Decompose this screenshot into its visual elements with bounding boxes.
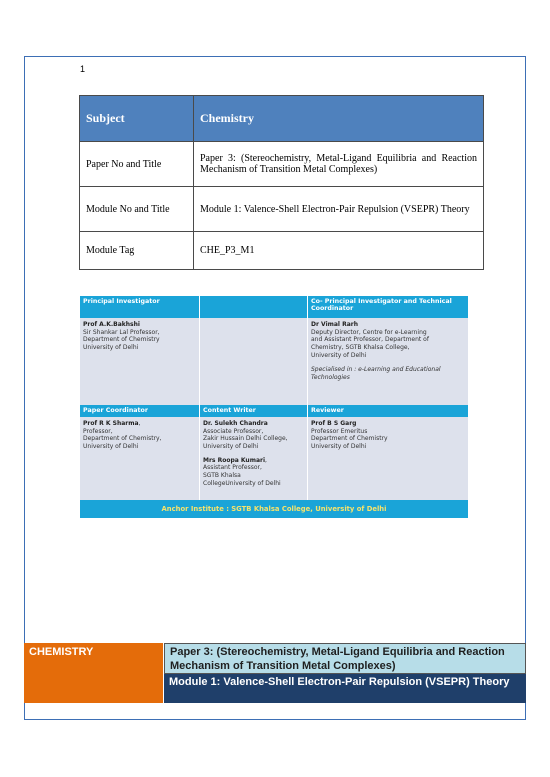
copi-header: Co- Principal Investigator and Technical Coordinator (311, 298, 452, 312)
credits-panel (80, 296, 468, 518)
paper-coordinator-line: Department of Chemistry, (83, 435, 162, 443)
page-number: 1 (80, 64, 86, 74)
paper-value: Paper 3: (Stereochemistry, Metal-Ligand Equilibria and Reaction Mechanism of Transition Metal Complexes) (194, 142, 484, 187)
writer2-line: SGTB Khalsa (203, 472, 241, 480)
writer1-name: Dr. Sulekh Chandra (203, 420, 268, 427)
writer2-name: Mrs Roopa Kumari (203, 456, 266, 464)
module-tag-value: CHE_P3_M1 (194, 232, 484, 270)
writer1-line: University of Delhi (203, 443, 259, 451)
reviewer-cell (308, 417, 468, 500)
pi-line: Sir Shankar Lal Professor, (83, 328, 160, 336)
paper-coordinator-header: Paper Coordinator (80, 405, 200, 417)
subject-label: Subject (80, 96, 194, 142)
pi-line: University of Delhi (83, 344, 139, 352)
pi-cell (80, 318, 200, 405)
copi-line: Deputy Director, Centre for e-Learning (311, 328, 427, 336)
copi-cell (308, 318, 468, 405)
footer-subject: CHEMISTRY (24, 643, 163, 703)
paper-coordinator-cell (80, 417, 200, 500)
table-row (80, 187, 484, 232)
footer (24, 643, 526, 703)
copi-line: and Assistant Professor, Department of (311, 336, 429, 344)
table-row (80, 232, 484, 270)
reviewer-line: Professor Emeritus (311, 427, 368, 435)
reviewer-line: University of Delhi (311, 443, 367, 451)
copi-note: Specialised in : e-Learning and Educational Technologies (311, 366, 441, 382)
writer2-line: Assistant Professor, (203, 464, 262, 472)
credits-header-row-1 (80, 296, 468, 318)
paper-coordinator-line: University of Delhi (83, 443, 139, 451)
pi-name: Prof A.K.Bakhshi (83, 321, 140, 328)
content-writer-header: Content Writer (200, 405, 308, 417)
subject-value: Chemistry (194, 96, 484, 142)
paper-coordinator-name: Prof R K Sharma (83, 420, 139, 427)
module-value: Module 1: Valence-Shell Electron-Pair Repulsion (VSEPR) Theory (194, 187, 484, 232)
table-row (80, 142, 484, 187)
footer-module: Module 1: Valence-Shell Electron-Pair Repulsion (VSEPR) Theory (164, 674, 526, 703)
subject-table (79, 95, 484, 270)
writer2-line: CollegeUniversity of Delhi (203, 479, 281, 487)
reviewer-header: Reviewer (311, 407, 344, 414)
credits-header-row-2 (80, 405, 468, 417)
pi-header: Principal Investigator (80, 296, 200, 318)
copi-line: University of Delhi (311, 351, 367, 359)
paper-label: Paper No and Title (80, 142, 194, 187)
credits-body-row-1 (80, 318, 468, 405)
empty-header (200, 296, 308, 318)
pi-line: Department of Chemistry (83, 336, 160, 344)
paper-coordinator-name-line: Prof R K Sharma, (83, 420, 141, 427)
footer-paper: Paper 3: (Stereochemistry, Metal-Ligand Equilibria and Reaction Mechanism of Transition Metal Complexes) (164, 643, 526, 674)
anchor-institute-bar: Anchor Institute : SGTB Khalsa College, University of Delhi (80, 500, 468, 518)
content-writer-cell (200, 417, 308, 500)
module-tag-label: Module Tag (80, 232, 194, 270)
writer1-line: Associate Professor, (203, 427, 264, 435)
empty-cell (200, 318, 308, 405)
credits-body-row-2 (80, 417, 468, 500)
copi-name: Dr Vimal Rarh (311, 321, 358, 328)
table-header-row (80, 96, 484, 142)
writer1-line: Zakir Hussain Delhi College, (203, 435, 288, 443)
writer2-name-line: Mrs Roopa Kumari, (203, 456, 267, 464)
paper-coordinator-line: Professor, (83, 427, 113, 435)
copi-line: Chemistry, SGTB Khalsa College, (311, 344, 410, 352)
reviewer-line: Department of Chemistry (311, 435, 388, 443)
module-label: Module No and Title (80, 187, 194, 232)
reviewer-name: Prof B S Garg (311, 420, 357, 427)
